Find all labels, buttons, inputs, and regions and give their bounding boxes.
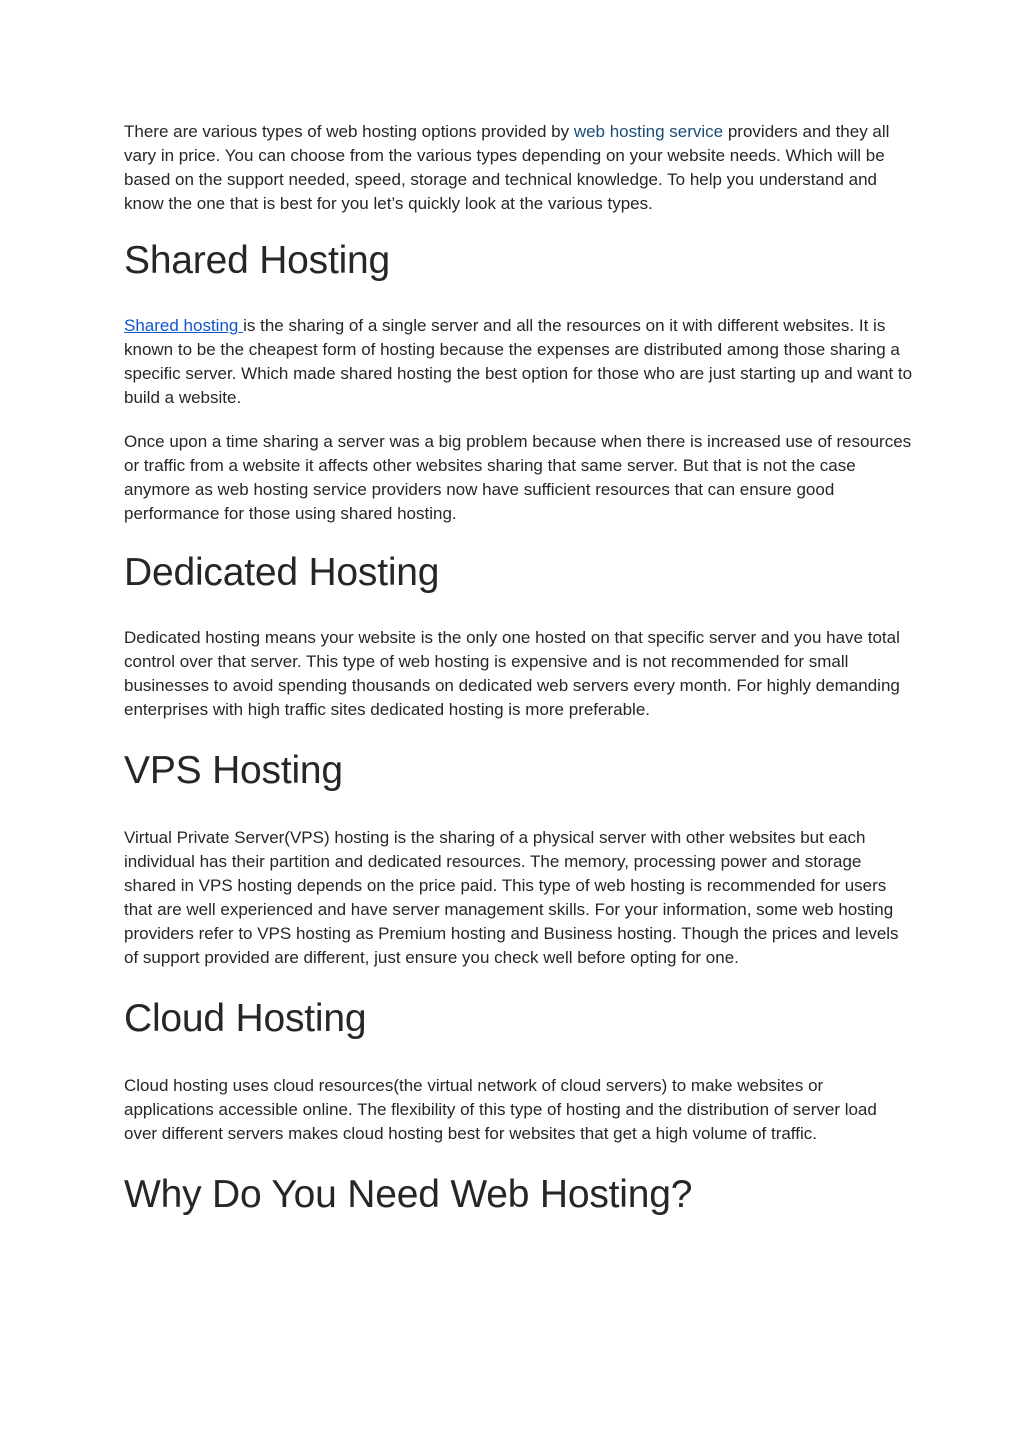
- intro-paragraph: [124, 120, 914, 216]
- dedicated-hosting-heading: Dedicated Hosting: [124, 551, 440, 594]
- web-hosting-service-link[interactable]: web hosting service: [573, 122, 724, 141]
- vps-hosting-heading: VPS Hosting: [124, 749, 343, 792]
- document-page: [124, 120, 914, 1218]
- intro-text-start: There are various types of web hosting options provided by: [124, 122, 574, 141]
- cloud-hosting-heading: Cloud Hosting: [124, 997, 367, 1040]
- cloud-hosting-paragraph: Cloud hosting uses cloud resources(the virtual network of cloud servers) to make websites or applications accessible online. The flexibility of this type of hosting and the distribution of server load over different servers makes cloud hosting best for websites that get a high volume of traffic.: [124, 1076, 877, 1143]
- vps-hosting-paragraph: Virtual Private Server(VPS) hosting is the sharing of a physical server with other websites but each individual has their partition and dedicated resources. The memory, processing power and storage shared in VPS hosting depends on the price paid. This type of web hosting is recommended for users that are well experienced and have server management skills. For your information, some web hosting providers refer to VPS hosting as Premium hosting and Business hosting. Though the prices and levels of support provided are different, just ensure you check well before opting for one.: [124, 828, 899, 967]
- shared-hosting-heading: Shared Hosting: [124, 239, 391, 282]
- why-web-hosting-heading: Why Do You Need Web Hosting?: [124, 1173, 693, 1216]
- intro-text-end: providers and they all vary in price. You can choose from the various types depending on your website needs. Which will be based on the support needed, speed, storage and technical knowledge. To help you understand and know the one that is best for you let’s quickly look at the various types.: [124, 122, 890, 213]
- shared-hosting-paragraph-1-text: is the sharing of a single server and all the resources on it with different websites. It is known to be the cheapest form of hosting because the expenses are distributed among those sharing a specific server. Which made shared hosting the best option for those who are just starting up and want to build a website.: [124, 316, 913, 407]
- shared-hosting-paragraph-1: [124, 314, 914, 410]
- shared-hosting-link[interactable]: Shared hosting: [124, 316, 244, 335]
- shared-hosting-paragraph-2: Once upon a time sharing a server was a big problem because when there is increased use of resources or traffic from a website it affects other websites sharing that same server. But that is not the case anymore as web hosting service providers now have sufficient resources that can ensure good performance for those using shared hosting.: [124, 432, 912, 523]
- dedicated-hosting-paragraph: Dedicated hosting means your website is the only one hosted on that specific server and you have total control over that server. This type of web hosting is expensive and is not recommended for small businesses to avoid spending thousands on dedicated web servers every month. For highly demanding enterprises with high traffic sites dedicated hosting is more preferable.: [124, 628, 900, 719]
